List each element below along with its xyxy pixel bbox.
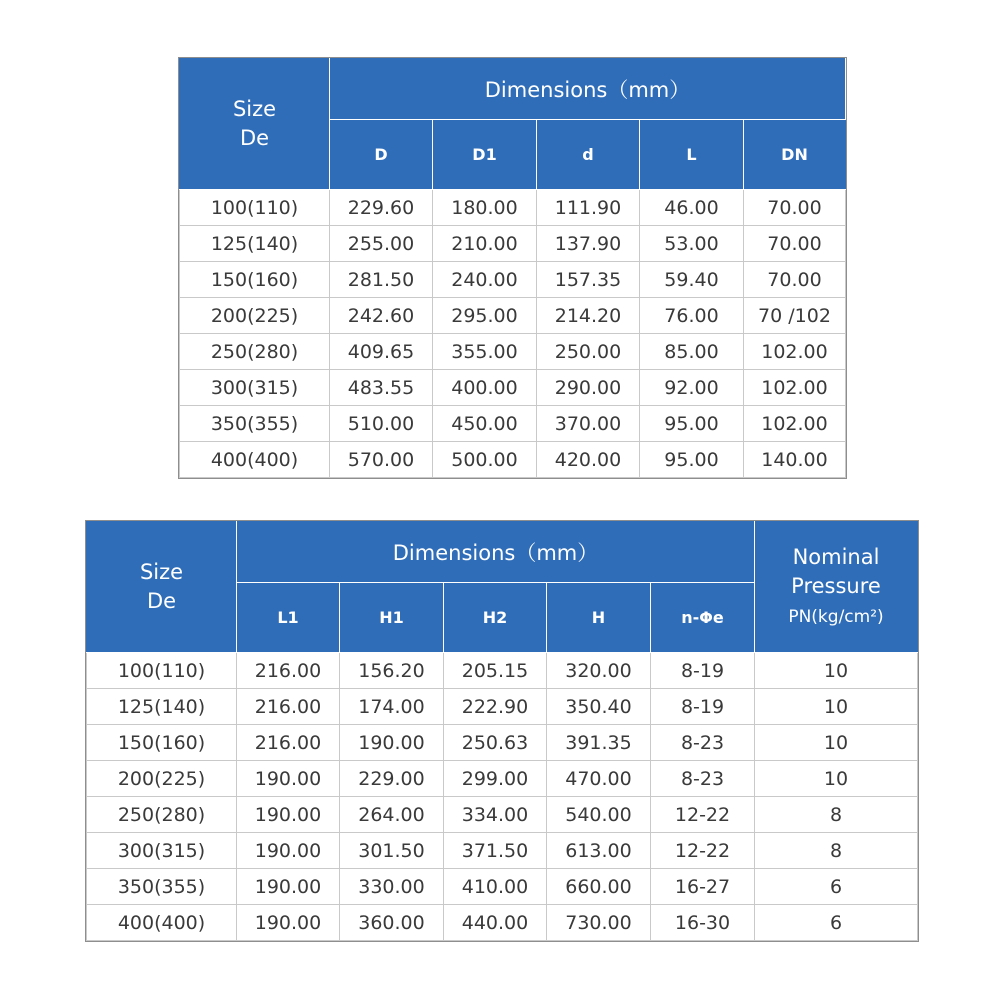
dimensions-header: Dimensions（mm） <box>330 59 846 120</box>
table-cell: 613.00 <box>547 833 651 869</box>
table-cell: 200(225) <box>87 761 237 797</box>
nominal-label: Nominal <box>792 544 880 569</box>
column-header-n-phi-e: n-Φe <box>651 583 755 653</box>
table-1-body <box>180 190 846 478</box>
table-cell: 420.00 <box>537 442 640 478</box>
table-cell: 102.00 <box>744 370 846 406</box>
table-cell: 111.90 <box>537 190 640 226</box>
table-cell: 250.63 <box>444 725 547 761</box>
table-cell: 660.00 <box>547 869 651 905</box>
table-cell: 70 /102 <box>744 298 846 334</box>
table-cell: 156.20 <box>340 653 444 689</box>
table-cell: 730.00 <box>547 905 651 941</box>
table-row <box>87 905 918 941</box>
table-cell: 391.35 <box>547 725 651 761</box>
table-cell: 174.00 <box>340 689 444 725</box>
table-cell: 320.00 <box>547 653 651 689</box>
table-cell: 16-27 <box>651 869 755 905</box>
table-cell: 400(400) <box>180 442 330 478</box>
table-cell: 100(110) <box>180 190 330 226</box>
table-cell: 214.20 <box>537 298 640 334</box>
table-cell: 301.50 <box>340 833 444 869</box>
table-cell: 210.00 <box>433 226 537 262</box>
table-cell: 510.00 <box>330 406 433 442</box>
table-cell: 150(160) <box>180 262 330 298</box>
nominal-pressure-header <box>755 522 918 653</box>
table-cell: 216.00 <box>237 689 340 725</box>
de-label: De <box>239 126 270 150</box>
table-cell: 6 <box>755 905 918 941</box>
table-cell: 264.00 <box>340 797 444 833</box>
table-cell: 255.00 <box>330 226 433 262</box>
table-cell: 76.00 <box>640 298 744 334</box>
table-cell: 250(280) <box>87 797 237 833</box>
column-header-h: H <box>547 583 651 653</box>
table-cell: 190.00 <box>237 761 340 797</box>
table-row <box>87 761 918 797</box>
table-cell: 300(315) <box>180 370 330 406</box>
table-cell: 137.90 <box>537 226 640 262</box>
table-cell: 10 <box>755 689 918 725</box>
table-row <box>87 725 918 761</box>
table-cell: 190.00 <box>237 797 340 833</box>
table-row <box>87 833 918 869</box>
de-label: De <box>146 589 177 613</box>
table-row <box>180 370 846 406</box>
table-row <box>180 226 846 262</box>
table-cell: 350(355) <box>87 869 237 905</box>
table-cell: 281.50 <box>330 262 433 298</box>
table-cell: 371.50 <box>444 833 547 869</box>
table-cell: 190.00 <box>237 869 340 905</box>
table-cell: 440.00 <box>444 905 547 941</box>
table-cell: 216.00 <box>237 653 340 689</box>
table-row <box>87 797 918 833</box>
size-label: Size <box>232 97 277 121</box>
table-cell: 190.00 <box>340 725 444 761</box>
table-cell: 290.00 <box>537 370 640 406</box>
pn-unit-label: PN(kg/cm²) <box>788 606 884 627</box>
table-cell: 570.00 <box>330 442 433 478</box>
pressure-label: Pressure <box>791 573 881 598</box>
table-cell: 205.15 <box>444 653 547 689</box>
table-cell: 409.65 <box>330 334 433 370</box>
table-cell: 46.00 <box>640 190 744 226</box>
table-cell: 180.00 <box>433 190 537 226</box>
table-cell: 150(160) <box>87 725 237 761</box>
table-cell: 12-22 <box>651 797 755 833</box>
table-cell: 400(400) <box>87 905 237 941</box>
table-row <box>180 334 846 370</box>
table-cell: 102.00 <box>744 334 846 370</box>
table-cell: 410.00 <box>444 869 547 905</box>
table-cell: 350.40 <box>547 689 651 725</box>
table-cell: 140.00 <box>744 442 846 478</box>
table-row <box>180 262 846 298</box>
table-cell: 10 <box>755 725 918 761</box>
table-cell: 102.00 <box>744 406 846 442</box>
table-cell: 540.00 <box>547 797 651 833</box>
table-cell: 8 <box>755 797 918 833</box>
table-row <box>87 689 918 725</box>
table-cell: 8 <box>755 833 918 869</box>
table-cell: 59.40 <box>640 262 744 298</box>
table-cell: 400.00 <box>433 370 537 406</box>
table-cell: 157.35 <box>537 262 640 298</box>
column-header-l1: L1 <box>237 583 340 653</box>
table-cell: 483.55 <box>330 370 433 406</box>
table-cell: 70.00 <box>744 262 846 298</box>
table-row <box>87 653 918 689</box>
table-cell: 350(355) <box>180 406 330 442</box>
table-cell: 12-22 <box>651 833 755 869</box>
table-cell: 334.00 <box>444 797 547 833</box>
table-cell: 53.00 <box>640 226 744 262</box>
size-header <box>180 59 330 190</box>
table-cell: 470.00 <box>547 761 651 797</box>
table-cell: 330.00 <box>340 869 444 905</box>
table-row <box>180 442 846 478</box>
table-cell: 85.00 <box>640 334 744 370</box>
table-cell: 190.00 <box>237 833 340 869</box>
table-row <box>180 190 846 226</box>
column-header-d1: D1 <box>433 120 537 190</box>
table-cell: 242.60 <box>330 298 433 334</box>
size-header <box>87 522 237 653</box>
table-cell: 240.00 <box>433 262 537 298</box>
table-row <box>87 869 918 905</box>
table-cell: 8-19 <box>651 653 755 689</box>
dimensions-table-1 <box>179 58 846 478</box>
table-cell: 8-19 <box>651 689 755 725</box>
table-cell: 299.00 <box>444 761 547 797</box>
table-cell: 190.00 <box>237 905 340 941</box>
column-header-d-inner: d <box>537 120 640 190</box>
table-cell: 300(315) <box>87 833 237 869</box>
size-label: Size <box>139 560 184 584</box>
table-cell: 200(225) <box>180 298 330 334</box>
table-cell: 95.00 <box>640 406 744 442</box>
column-header-h2: H2 <box>444 583 547 653</box>
table-cell: 70.00 <box>744 226 846 262</box>
column-header-dn: DN <box>744 120 846 190</box>
table-cell: 295.00 <box>433 298 537 334</box>
table-cell: 250(280) <box>180 334 330 370</box>
table-cell: 70.00 <box>744 190 846 226</box>
table-row <box>180 298 846 334</box>
table-cell: 370.00 <box>537 406 640 442</box>
table-cell: 6 <box>755 869 918 905</box>
table-cell: 360.00 <box>340 905 444 941</box>
column-header-d-outer: D <box>330 120 433 190</box>
table-cell: 10 <box>755 761 918 797</box>
table-cell: 450.00 <box>433 406 537 442</box>
table-cell: 8-23 <box>651 761 755 797</box>
table-cell: 95.00 <box>640 442 744 478</box>
table-cell: 216.00 <box>237 725 340 761</box>
table-cell: 125(140) <box>87 689 237 725</box>
table-cell: 222.90 <box>444 689 547 725</box>
column-header-l: L <box>640 120 744 190</box>
table-cell: 125(140) <box>180 226 330 262</box>
table-cell: 250.00 <box>537 334 640 370</box>
table-cell: 229.60 <box>330 190 433 226</box>
table-cell: 16-30 <box>651 905 755 941</box>
table-cell: 92.00 <box>640 370 744 406</box>
table-cell: 355.00 <box>433 334 537 370</box>
table-cell: 500.00 <box>433 442 537 478</box>
table-cell: 100(110) <box>87 653 237 689</box>
table-row <box>180 406 846 442</box>
column-header-h1: H1 <box>340 583 444 653</box>
table-cell: 8-23 <box>651 725 755 761</box>
dimensions-header: Dimensions（mm） <box>237 522 755 583</box>
table-cell: 229.00 <box>340 761 444 797</box>
table-2-body <box>87 653 918 941</box>
table-cell: 10 <box>755 653 918 689</box>
dimensions-table-2 <box>86 521 918 941</box>
